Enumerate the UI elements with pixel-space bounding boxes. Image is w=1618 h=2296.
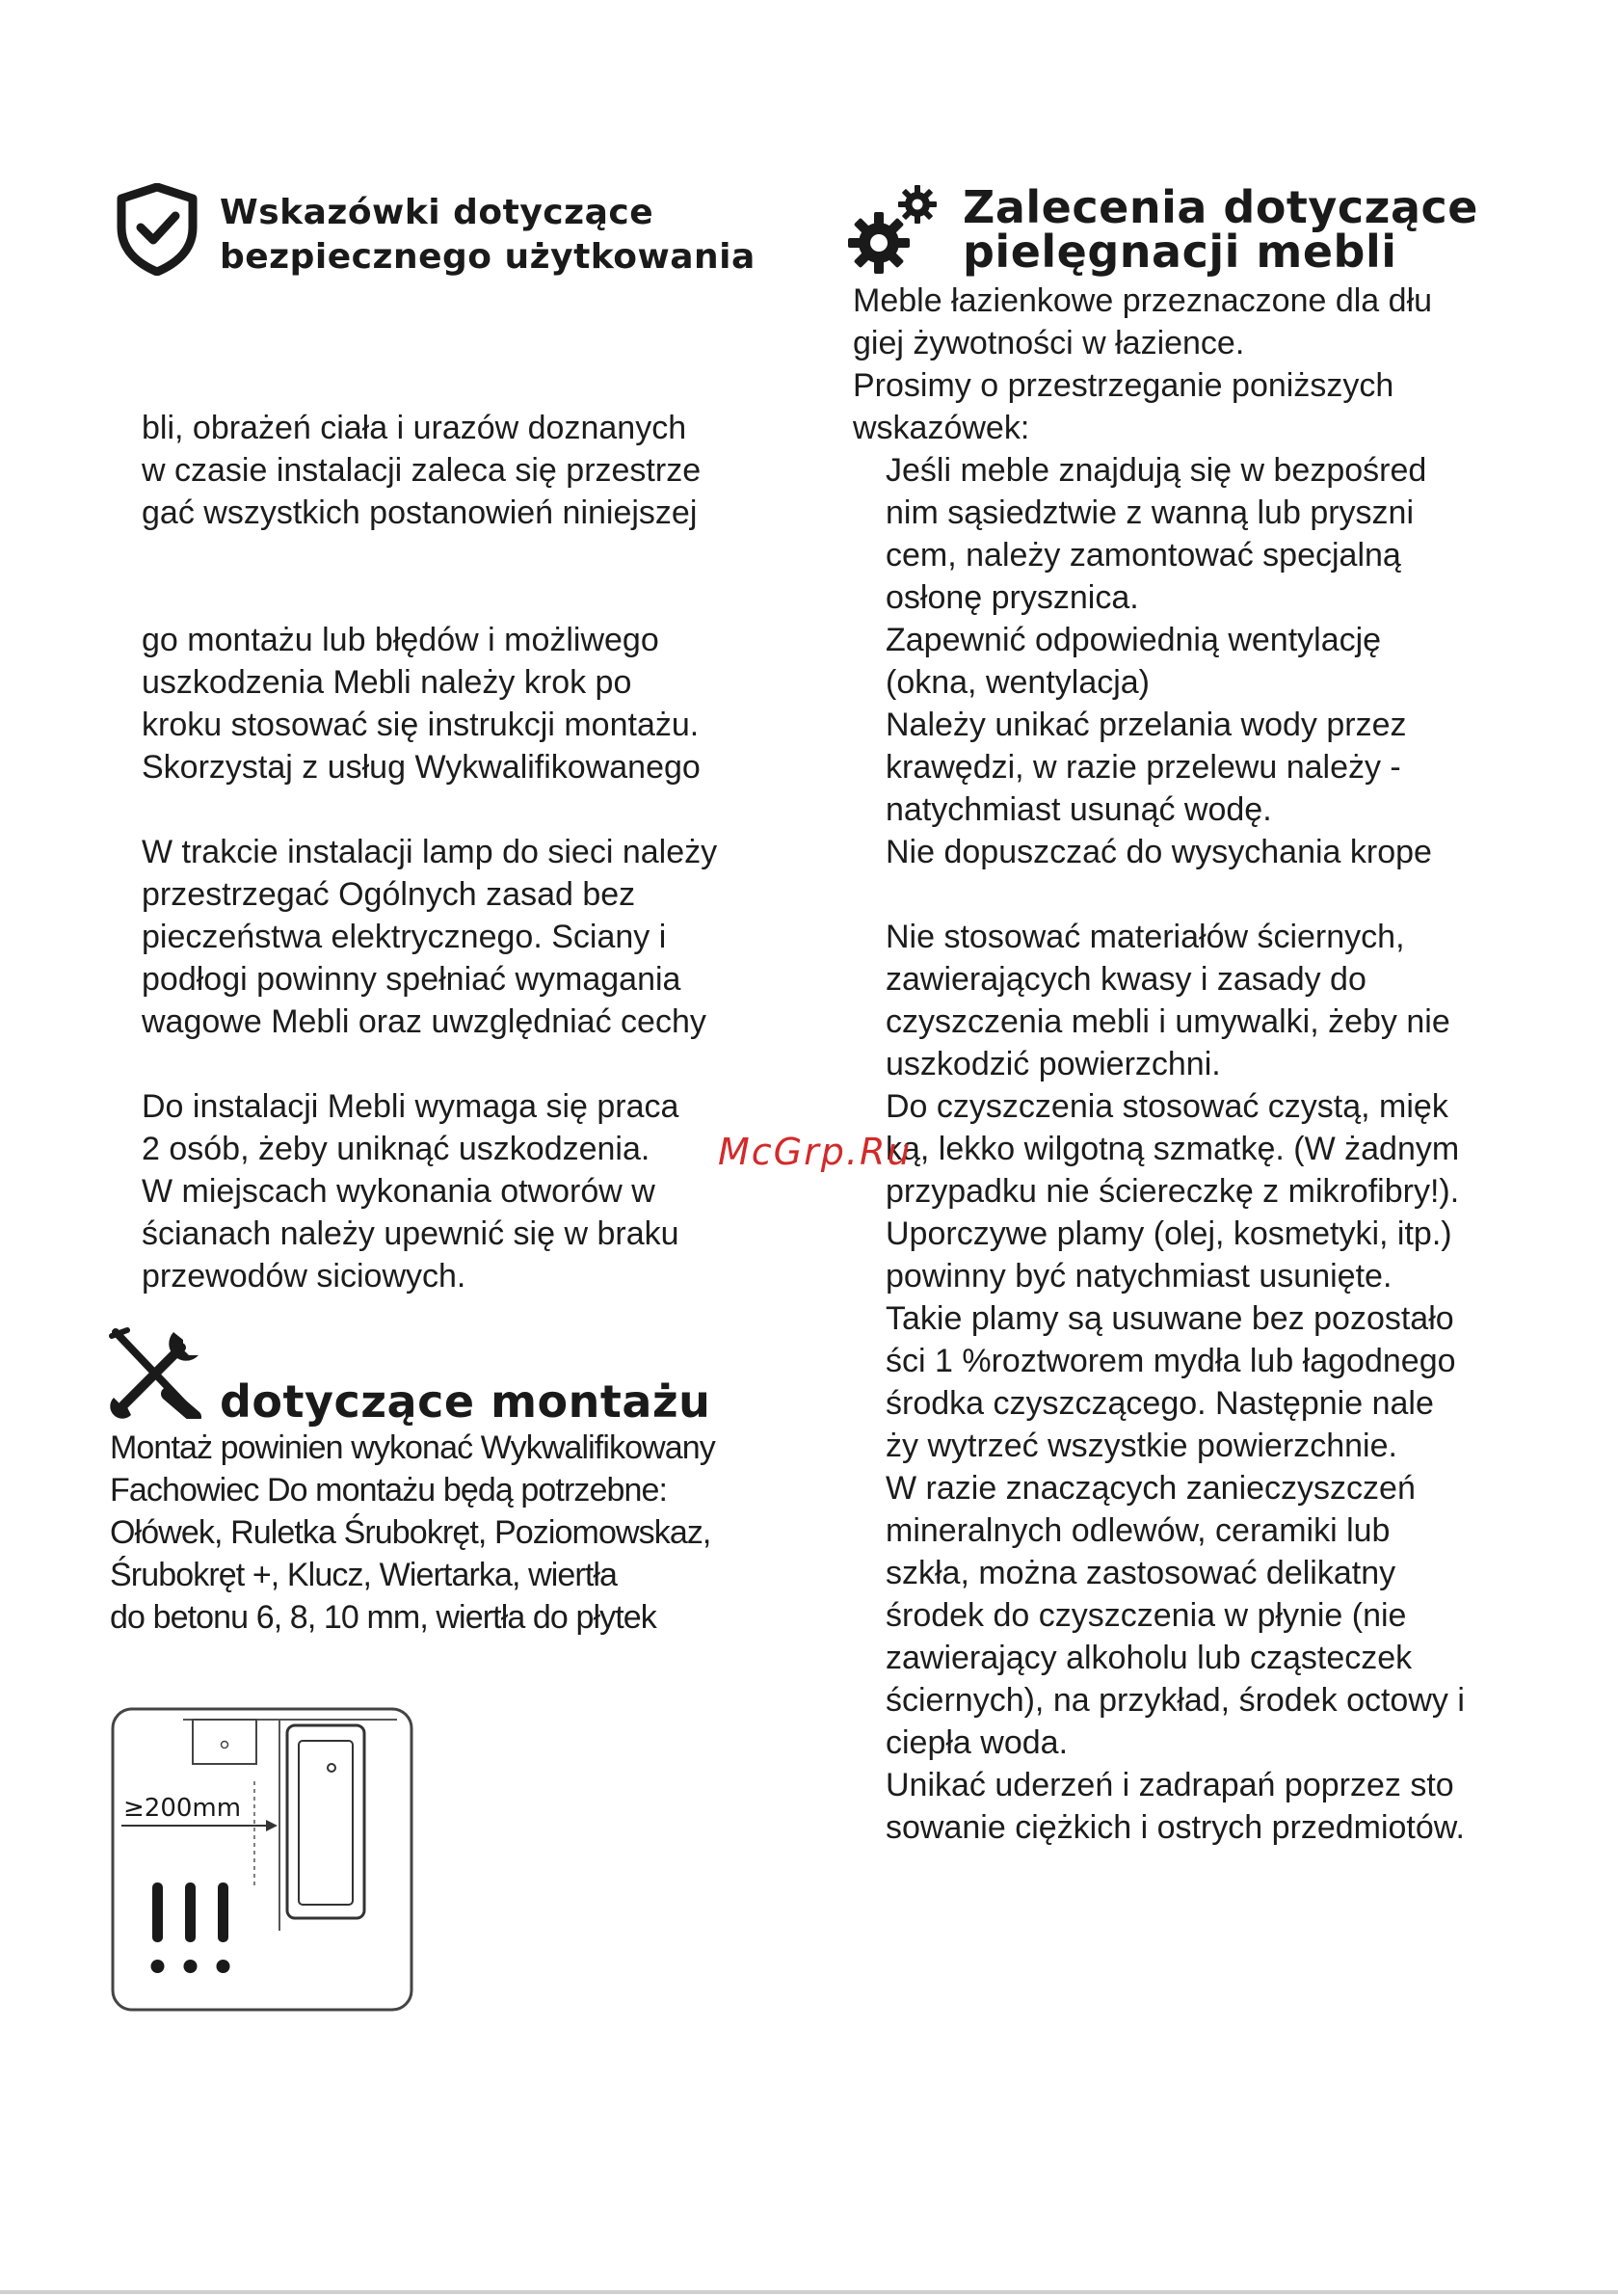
clearance-diagram <box>108 1704 424 2018</box>
shield-check-icon <box>116 183 199 276</box>
safety-paragraph-3: W trakcie instalacji lamp do sieci należy przestrzegać Ogólnych zasad bez pieczeństwa elektrycznego. Sciany i podłogi powinny spełniać wymagania wagowe Mebli oraz uwzględniać cechy <box>142 834 718 1040</box>
distance-label: ≥200mm <box>123 1794 242 1823</box>
watermark: McGrp.Ru <box>718 1131 913 1173</box>
assembly-paragraph: Montaż powinien wykonać Wykwalifikowany Fachowiec Do montażu będą potrzebne: Ołówek, Ruletka Śrubokręt, Poziomowskaz, Śrubokręt +, Klucz, Wiertarka, wiertła do betonu 6, 8, 10 mm, wiertła do płytek <box>110 1429 715 1636</box>
gears-icon <box>848 183 944 274</box>
assembly-heading: dotyczące montażu <box>220 1375 711 1428</box>
care-list-2: Nie stosować materiałów ściernych, zawierających kwasy i zasady do czyszczenia mebli i umywalki, żeby nie uszkodzić powierzchni. Do czyszczenia stosować czystą, mięk ką, lekko wilgotną szmatkę. (W żadnym przypadku nie ściereczkę z mikrofibry!). Uporczywe plamy (olej, kosmetyki, itp.) powinny być natychmiast usunięte. Takie plamy są usuwane bez pozostało ści 1 %roztworem mydła lub łagodnego środka czyszczącego. Następnie nale ży wytrzeć wszystkie powierzchnie. W razie znaczących zanieczyszczeń mineralnych odlewów, ceramiki lub szkła, można zastosować delikatny środek do czyszczenia w płynie (nie zawierający alkoholu lub cząsteczek ściernych), na przykład, środek octowy i ciepła woda. Unikać uderzeń i zadrapań poprzez sto sowanie ciężkich i ostrych przedmiotów. <box>886 919 1465 1846</box>
care-list-1: Jeśli meble znajdują się w bezpośred nim sąsiedztwie z wanną lub pryszni cem, należy zamontować specjalną osłonę prysznica. Zapewnić odpowiednią wentylację (okna, wentylacja) Należy unikać przelania wody przez krawędzi, w razie przelewu należy - natychmiast usunąć wodę. Nie dopuszczać do wysychania krope <box>886 452 1432 870</box>
safety-paragraph-4: Do instalacji Mebli wymaga się praca 2 osób, żeby uniknąć uszkodzenia. W miejscach wykonania otworów w ścianach należy upewnić się w braku przewodów siciowych. <box>142 1088 679 1295</box>
care-intro: Meble łazienkowe przeznaczone dla dłu giej żywotności w łazience. Prosimy o przestrzeganie poniższych wskazówek: <box>853 282 1433 446</box>
safety-heading: Wskazówki dotyczące bezpiecznego użytkowania <box>220 193 756 277</box>
tools-icon <box>106 1326 202 1419</box>
safety-paragraph-1: bli, obrażeń ciała i urazów doznanych w czasie instalacji zaleca się przestrze gać wszystkich postanowień niniejszej <box>142 410 702 531</box>
safety-paragraph-2: go montażu lub błędów i możliwego uszkodzenia Mebli należy krok po kroku stosować się instrukcji montażu. Skorzystaj z usług Wykwalifikowanego <box>142 622 701 786</box>
care-heading: Zalecenia dotyczące pielęgnacji mebli <box>963 181 1478 278</box>
footer-divider <box>0 2290 1618 2294</box>
